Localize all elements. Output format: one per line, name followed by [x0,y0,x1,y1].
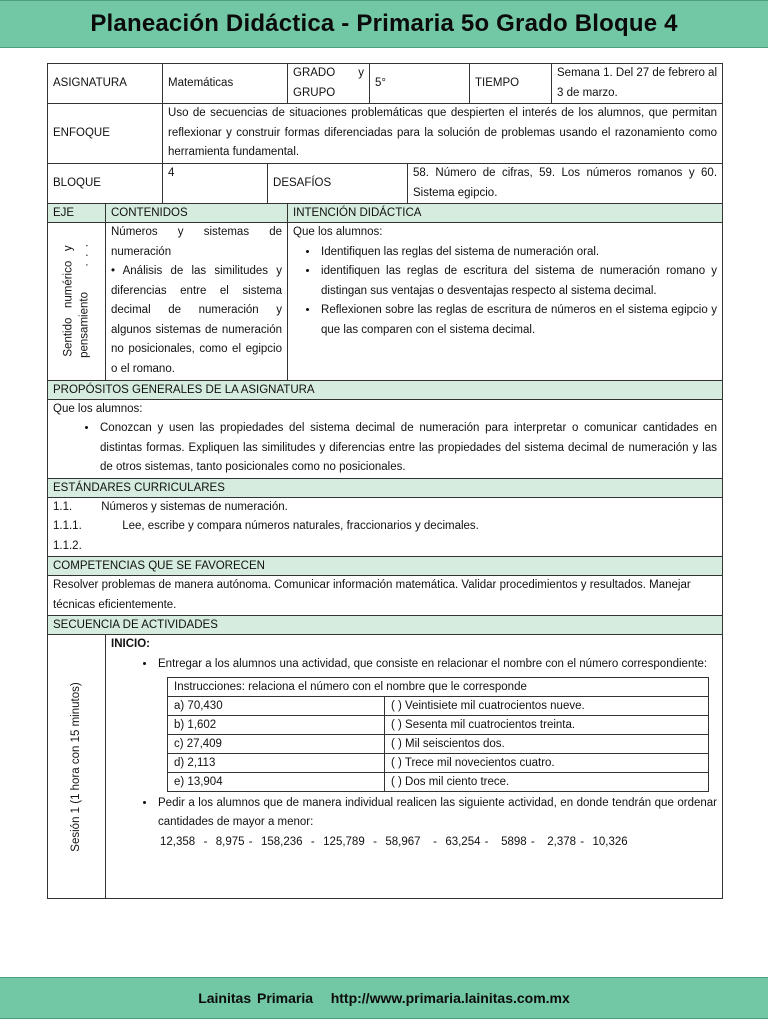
exercise-row [168,772,709,791]
estandar-text: Números y sistemas de numeración. [101,500,288,513]
competencias-row [48,576,723,616]
contenidos-cell [106,223,288,380]
estandar-line [53,517,717,537]
estandares-header-row [48,478,723,497]
propositos-header-row [48,380,723,399]
estandares-cell [48,497,723,557]
intencion-list [293,243,717,341]
info-row-asignatura [48,64,723,104]
exercise-name: ( ) Sesenta mil cuatrocientos treinta. [385,715,709,734]
asignatura-value: Matemáticas [163,64,288,104]
exercise-instructions: Instrucciones: relaciona el número con el nombre que le corresponde [168,677,709,696]
estandar-number: 1.1.2. [53,539,82,552]
exercise-row [168,734,709,753]
exercise-number: c) 27,409 [168,734,385,753]
desafios-value: 58. Número de cifras, 59. Los números romanos y 60. Sistema egipcio. [408,164,723,204]
exercise-name: ( ) Veintisiete mil cuatrocientos nueve. [385,696,709,715]
exercise-number: e) 13,904 [168,772,385,791]
intencion-item: • Reflexionen sobre las reglas de escritura de números en el sistema egipcio y que las comparen con el sistema decimal. [319,301,717,340]
activity-item: • Entregar a los alumnos una actividad, que consiste en relacionar el nombre con el número correspondiente: [156,655,717,675]
activity-list [111,794,717,833]
exercise-name: ( ) Mil seiscientos dos. [385,734,709,753]
exercise-name: ( ) Dos mil ciento trece. [385,772,709,791]
exercise-table [167,677,709,792]
page-title: Planeación Didáctica - Primaria 5o Grado Bloque 4 [90,10,678,37]
estandares-row [48,497,723,557]
intencion-item: • Identifiquen las reglas del sistema de numeración oral. [319,243,717,263]
activity-list [111,655,717,675]
bloque-label: BLOQUE [48,164,163,204]
propositos-item: • Conozcan y usen las propiedades del sistema decimal de numeración para interpretar o comunicar cantidades en distintas formas. Expliquen las similitudes y diferencias entre las propiedades del sistema decimal de numeración y las de otros sistemas, tanto posicionales como no posicionales. [98,419,717,478]
header-band [0,0,768,48]
columns-header-row [48,204,723,223]
info-row-bloque [48,164,723,204]
grado-value: 5° [370,64,470,104]
tiempo-value: Semana 1. Del 27 de febrero al 3 de marzo. [552,64,723,104]
asignatura-label: ASIGNATURA [48,64,163,104]
propositos-intro: Que los alumnos: [53,402,143,415]
tiempo-label: TIEMPO [470,64,552,104]
exercise-number: a) 70,430 [168,696,385,715]
activity-item: • Pedir a los alumnos que de manera individual realicen las siguiente actividad, en donde tendrán que ordenar cantidades de mayor a menor: [156,794,717,833]
propositos-list [53,419,717,478]
inicio-label: INICIO: [111,638,150,651]
eje-text: Sentido numérico y pensamiento . . . [61,244,90,359]
propositos-row [48,399,723,478]
exercise-row [168,715,709,734]
planning-table [47,63,723,899]
estandar-line [53,498,717,518]
enfoque-value: Uso de secuencias de situaciones problemáticas que despierten el interés de los alumnos, que permitan reflexionar y construir formas diferenciadas para la solución de problemas usando el razonamiento como herramienta fundamental. [163,104,723,164]
intencion-cell [288,223,723,380]
estandar-number: 1.1.1. [53,520,82,533]
session-cell [48,635,106,899]
numbers-sequence: 12,358 - 8,975 - 158,236 - 125,789 - 58,967 - 63,254 - 5898 - 2,378 - 10,326 [160,835,628,848]
footer-text[interactable]: Lainitas Primaria http://www.primaria.lainitas.com.mx [198,990,570,1006]
exercise-name: ( ) Trece mil novecientos cuatro. [385,753,709,772]
exercise-row [168,696,709,715]
estandar-line [53,537,717,557]
contenidos-title: Números y sistemas de numeración [111,226,283,258]
exercise-row [168,753,709,772]
propositos-title: PROPÓSITOS GENERALES DE LA ASIGNATURA [48,380,723,399]
content-row [48,223,723,380]
enfoque-label: ENFOQUE [48,104,163,164]
estandar-text: Lee, escribe y compara números naturales, fraccionarios y decimales. [122,520,479,533]
info-row-enfoque [48,104,723,164]
eje-cell [48,223,106,380]
contenidos-header: CONTENIDOS [106,204,288,223]
exercise-instructions-row [168,677,709,696]
exercise-number: d) 2,113 [168,753,385,772]
secuencia-title: SECUENCIA DE ACTIVIDADES [48,616,723,635]
estandar-number: 1.1. [53,500,73,513]
footer-band [0,977,768,1019]
desafios-label: DESAFÍOS [268,164,408,204]
intencion-intro: Que los alumnos: [293,226,383,239]
grado-label: GRADO y GRUPO [288,64,370,104]
secuencia-header-row [48,616,723,635]
competencias-title: COMPETENCIAS QUE SE FAVORECEN [48,557,723,576]
eje-header: EJE [48,204,106,223]
intencion-header: INTENCIÓN DIDÁCTICA [288,204,723,223]
competencias-header-row [48,557,723,576]
intencion-item: • identifiquen las reglas de escritura del sistema de numeración romano y distingan sus ventajas o desventajas respecto al sistema decimal. [319,262,717,301]
contenidos-bullet: • Análisis de las similitudes y diferencias entre el sistema decimal de numeración y algunos sistemas de numeración no posicionales, como el egipcio o el romano. [111,265,283,376]
session-label: Sesión 1 (1 hora con 15 minutos) [69,682,82,852]
session-activities [106,635,723,899]
competencias-cell: Resolver problemas de manera autónoma. Comunicar información matemática. Validar procedimientos y resultados. Manejar técnicas eficientemente. [48,576,723,616]
exercise-number: b) 1,602 [168,715,385,734]
propositos-cell [48,399,723,478]
estandares-title: ESTÁNDARES CURRICULARES [48,478,723,497]
bloque-value: 4 [163,164,268,204]
session-row [48,635,723,899]
